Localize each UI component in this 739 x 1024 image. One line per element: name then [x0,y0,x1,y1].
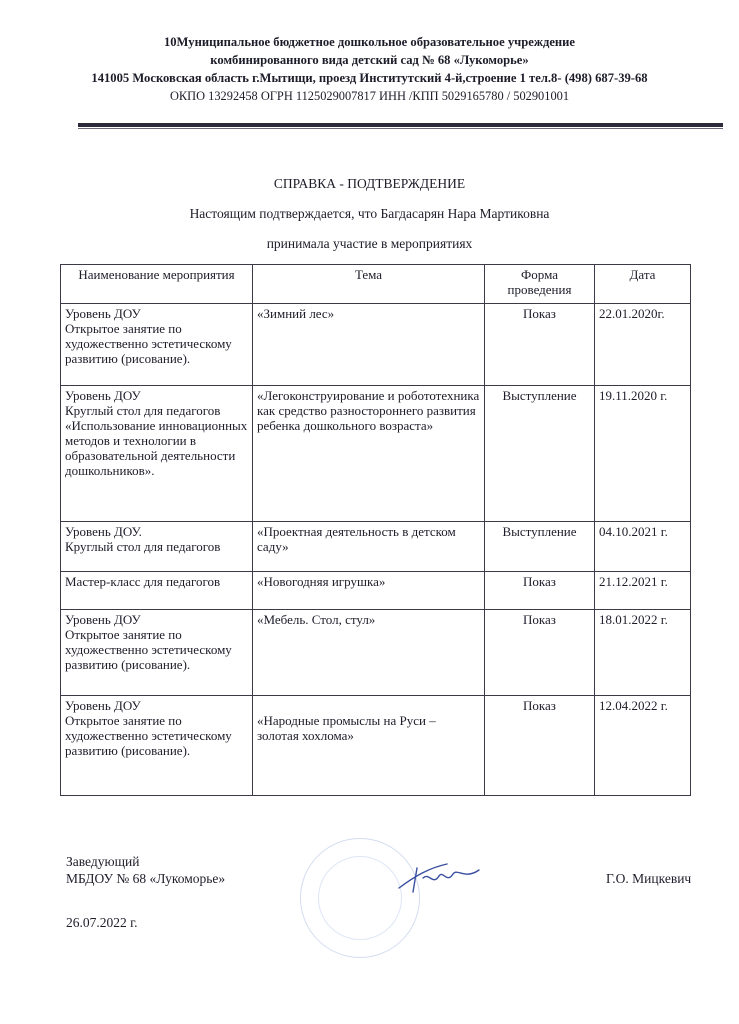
header-divider [78,123,723,127]
cell-topic: «Мебель. Стол, стул» [253,610,485,696]
signatory-position [66,853,225,887]
table-row [61,304,691,386]
cell-form: Показ [485,572,595,610]
cell-event: Уровень ДОУ Открытое занятие по художественно эстетическому развитию (рисование). [61,696,253,796]
cell-event: Уровень ДОУ Открытое занятие по художественно эстетическому развитию (рисование). [61,610,253,696]
cell-date: 12.04.2022 г. [595,696,691,796]
table-header-row [61,265,691,304]
signatory-position-line1: Заведующий [66,854,140,869]
cell-date: 18.01.2022 г. [595,610,691,696]
cell-date: 19.11.2020 г. [595,386,691,522]
cell-date: 04.10.2021 г. [595,522,691,572]
org-name-line2: комбинированного вида детский сад № 68 «Лукоморье» [210,53,529,67]
official-stamp-inner-ring [318,856,402,940]
cell-topic: «Народные промыслы на Руси – золотая хохлома» [253,696,485,796]
cell-event: Уровень ДОУ. Круглый стол для педагогов [61,522,253,572]
table-row [61,386,691,522]
cell-topic: «Новогодняя игрушка» [253,572,485,610]
document-title: СПРАВКА - ПОДТВЕРЖДЕНИЕ [273,176,466,191]
cell-form: Выступление [485,386,595,522]
cell-date: 21.12.2021 г. [595,572,691,610]
cell-topic: «Проектная деятельность в детском саду» [253,522,485,572]
table-row [61,572,691,610]
document-date: 26.07.2022 г. [66,915,138,930]
header-divider-thin [78,128,723,129]
signatory-name: Г.О. Мицкевич [606,871,692,886]
cell-form: Выступление [485,522,595,572]
org-registration-codes: ОКПО 13292458 ОГРН 1125029007817 ИНН /КПП 5029165780 / 502901001 [169,89,570,103]
cell-form: Показ [485,610,595,696]
cell-form: Показ [485,304,595,386]
col-header-form: Форма проведения [485,265,595,304]
org-address: 141005 Московская область г.Мытищи, проезд Институтский 4-й,строение 1 тел.8- (498) 687-39-68 [91,71,648,85]
table-row [61,522,691,572]
col-header-event: Наименование мероприятия [61,265,253,304]
col-header-topic: Тема [253,265,485,304]
cell-event: Мастер-класс для педагогов [61,572,253,610]
intro-text-2: принимала участие в мероприятиях [266,236,473,251]
intro-text: Настоящим подтверждается, что Багдасарян Нара Мартиковна [189,206,550,221]
signatory-position-line2: МБДОУ № 68 «Лукоморье» [66,871,226,886]
cell-form: Показ [485,696,595,796]
table-row [61,610,691,696]
col-header-date: Дата [595,265,691,304]
cell-event: Уровень ДОУ Круглый стол для педагогов «Использование инновационных методов и технологии в образовательной деятельности дошкольников». [61,386,253,522]
cell-topic: «Легоконструирование и робототехника как средство разностороннего развития ребенка дошкольного возраста» [253,386,485,522]
org-name-line1: 10Муниципальное бюджетное дошкольное образовательное учреждение [163,35,576,49]
table-row [61,696,691,796]
handwritten-signature [395,858,485,902]
cell-date: 22.01.2020г. [595,304,691,386]
cell-topic: «Зимний лес» [253,304,485,386]
cell-event: Уровень ДОУ Открытое занятие по художественно эстетическому развитию (рисование). [61,304,253,386]
events-table [60,264,691,796]
